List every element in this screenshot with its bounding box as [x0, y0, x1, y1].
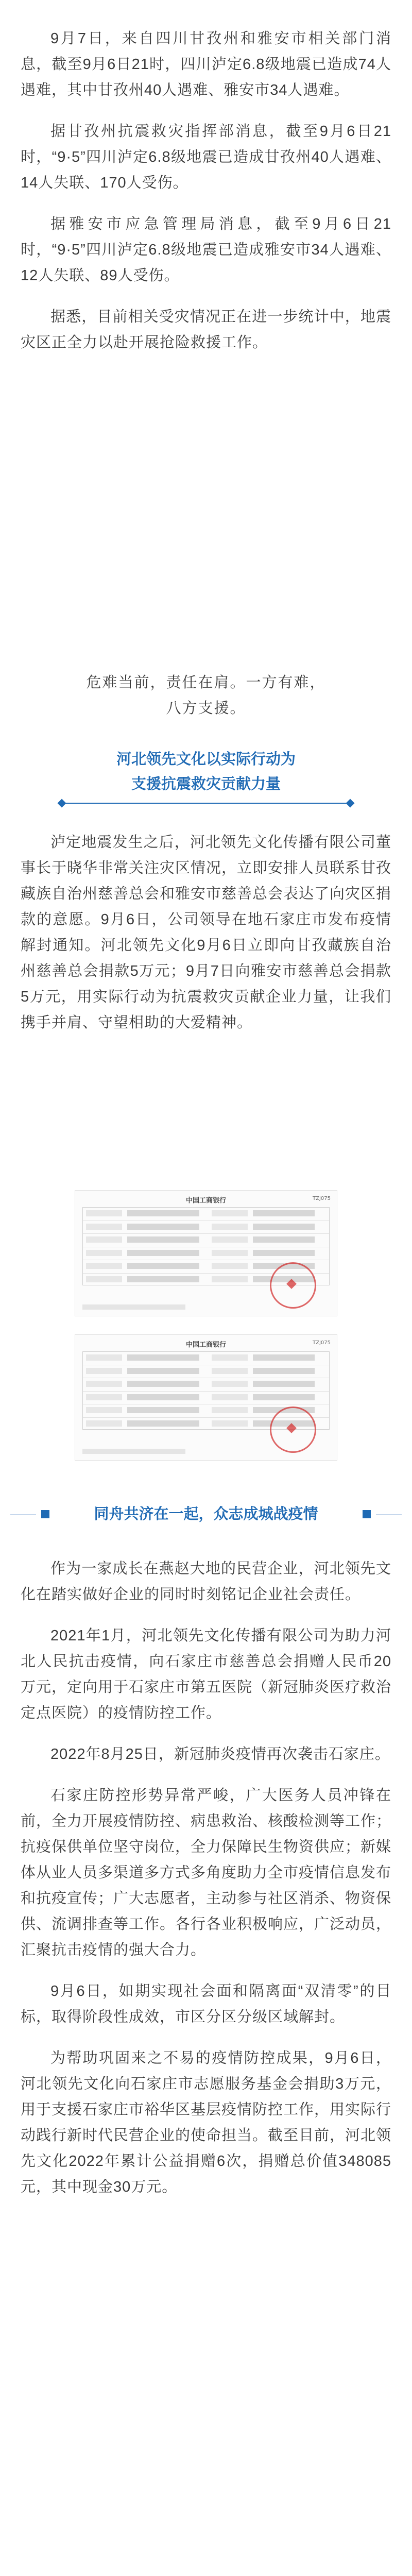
bank-stamp-icon [270, 1406, 316, 1453]
bank-stamp-icon [270, 1262, 316, 1309]
section-2-paragraph-6: 为帮助巩固来之不易的疫情防控成果，9月6日，河北领先文化向石家庄市志愿服务基金会捐助3万元，用于支援石家庄市裕华区基层疫情防控工作，用实际行动践行新时代民营企业的使命担当。截至目前，河北领先文化2022年累计公益捐赠6次，捐赠总价值348085元，其中现金30万元。 [21, 2050, 392, 2195]
donation-receipt-2 [75, 1334, 337, 1461]
section-1-paragraph: 泸定地震发生之后，河北领先文化传播有限公司董事长于晓华非常关注灾区情况，立即安排人员联系甘孜藏族自治州慈善总会和雅安市慈善总会表达了向灾区捐款的意愿。9月6日，公司领导在地石家庄市发布疫情解封通知。河北领先文化9月6日立即向甘孜藏族自治州慈善总会捐款5万元；9月7日向雅安市慈善总会捐款5万元，用实际行动为抗震救灾贡献企业力量，让我们携手并肩、守望相助的大爱精神。 [21, 834, 392, 1031]
heading-divider [62, 803, 350, 810]
section-2-paragraph-3: 2022年8月25日，新冠肺炎疫情再次袭击石家庄。 [50, 1746, 390, 1762]
section-2-paragraph-1: 作为一家成长在燕赵大地的民营企业，河北领先文化在踏实做好企业的同时时刻铭记企业社会责任。 [21, 1561, 391, 1603]
intro-paragraph-2: 据甘孜州抗震救灾指挥部消息，截至9月6日21时，“9·5”四川泸定6.8级地震已造成甘孜州40人遇难、14人失联、170人受伤。 [21, 123, 391, 191]
section-2-heading [0, 1492, 412, 1538]
section-2-paragraph-5: 9月6日，如期实现社会面和隔离面“双清零”的目标，取得阶段性成效，市区分区分级区域解封。 [21, 1983, 391, 2025]
intro-paragraph-4: 据悉，目前相关受灾情况正在进一步统计中，地震灾区正全力以赴开展抢险救援工作。 [21, 309, 391, 351]
section-2-paragraph-2: 2021年1月，河北领先文化传播有限公司为助力河北人民抗击疫情，向石家庄市慈善总会捐赠人民币20万元，定向用于石家庄市第五医院（新冠肺炎医疗救治定点医院）的疫情防控工作。 [21, 1628, 392, 1721]
section-1-title-line-2: 支援抗震救灾贡献力量 [131, 776, 281, 792]
receipt-number: TZJ075 [313, 1196, 331, 1201]
section-2-title: 同舟共济在一起，众志成城战疫情 [36, 1499, 376, 1530]
slogan [21, 670, 391, 721]
donation-receipt-1 [75, 1190, 337, 1316]
section-1-heading [0, 747, 412, 814]
slogan-line-1: 危难当前，责任在肩。一方有难， [86, 674, 326, 691]
section-2-body [21, 1556, 391, 2215]
slogan-line-2: 八方支援。 [166, 700, 246, 717]
receipt-number: TZJ075 [313, 1340, 331, 1346]
receipt-bank-name: 中国工商银行 [185, 1341, 226, 1349]
intro-paragraph-1: 9月7日，来自四川甘孜州和雅安市相关部门消息，截至9月6日21时，四川泸定6.8级地震已造成74人遇难，其中甘孜州40人遇难、雅安市34人遇难。 [21, 30, 391, 98]
intro-paragraph-3: 据雅安市应急管理局消息，截至9月6日21时，“9·5”四川泸定6.8级地震已造成雅安市34人遇难、12人失联、89人受伤。 [21, 216, 391, 284]
section-2-paragraph-4: 石家庄防控形势异常严峻，广大医务人员冲锋在前，全力开展疫情防控、病患救治、核酸检测等工作；抗疫保供单位坚守岗位，全力保障民生物资供应；新媒体从业人员多渠道多方式多角度助力全市疫情信息发布和抗疫宣传；广大志愿者，主动参与社区消杀、物资保供、流调排查等工作。各行各业积极响应，广泛动员，汇聚抗击疫情的强大合力。 [21, 1787, 392, 1958]
intro-section [21, 26, 391, 371]
section-1-body [21, 829, 391, 1051]
section-1-title-line-1: 河北领先文化以实际行动为 [116, 751, 296, 768]
receipt-bank-name: 中国工商银行 [185, 1197, 226, 1205]
